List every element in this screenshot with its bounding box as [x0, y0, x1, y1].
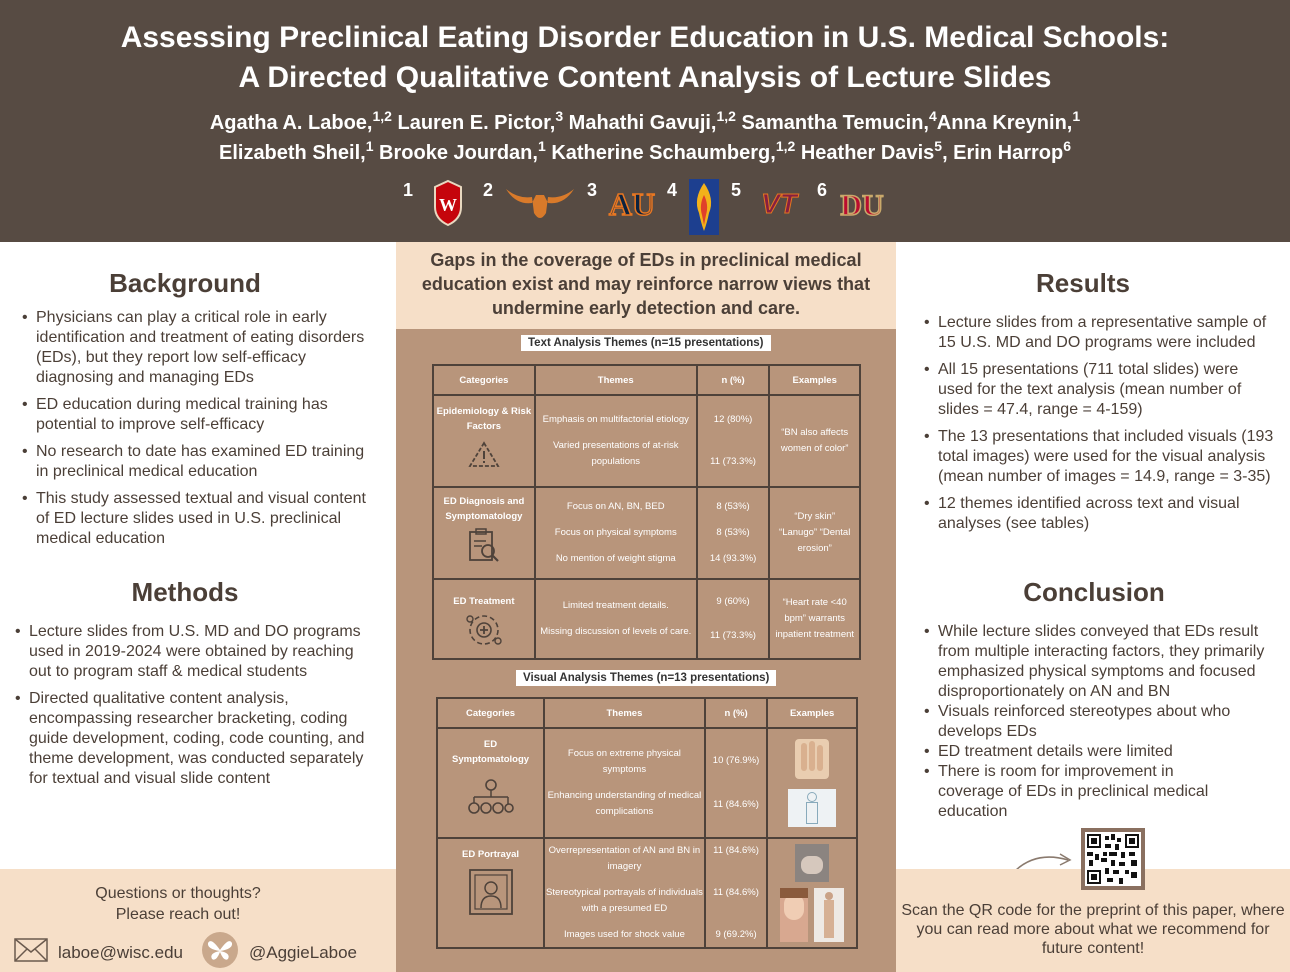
vt-logo-text: VT — [761, 188, 797, 219]
category-cell — [433, 395, 535, 487]
auburn-au-icon — [607, 178, 657, 228]
treatment-cycle-icon — [434, 611, 534, 654]
example-cell: “Heart rate <40 bpm” warrants inpatient treatment — [769, 579, 860, 659]
example-images-cell — [767, 728, 857, 838]
hand-photo — [795, 739, 829, 779]
butterfly-icon — [201, 931, 239, 972]
list-item: • There is room for improvement in coverage of EDs in preclinical medical education — [924, 762, 1224, 822]
du-icon — [837, 178, 887, 228]
longhorn-icon — [503, 178, 577, 228]
methods-heading: Methods — [131, 577, 239, 607]
background-heading: Background — [109, 268, 261, 298]
clipboard-search-icon — [434, 527, 534, 570]
count-cell — [705, 728, 768, 838]
column-header: Categories — [433, 365, 535, 395]
list-item: • 12 themes identified across text and visual analyses (see tables) — [924, 494, 1274, 534]
affiliation-sup: 1,2 — [372, 108, 392, 124]
title-line-1: Assessing Preclinical Eating Disorder Education in U.S. Medical Schools: — [120, 21, 1170, 54]
author-name: Mahathi Gavuji, — [563, 112, 717, 134]
warning-icon — [434, 440, 534, 473]
example-images-cell — [767, 838, 857, 948]
author-name: Katherine Schaumberg, — [545, 142, 776, 164]
author-name: Lauren E. Pictor, — [391, 112, 556, 134]
list-item: • The 13 presentations that included visuals (193 total images) were used for the visual analysis (mean number of images = 14.9, range = 3-35) — [924, 427, 1274, 487]
table-row — [433, 579, 860, 659]
theme-text: No mention of weight stigma — [555, 553, 676, 564]
category-cell — [437, 838, 544, 948]
poster-title — [0, 18, 1290, 98]
author-name: Elizabeth Sheil, — [218, 142, 366, 164]
vt-icon — [751, 178, 807, 228]
themes-cell — [535, 579, 697, 659]
list-item: • Directed qualitative content analysis, encompassing researcher bracketing, coding guide development, coding, code counting, and theme development, was conducted separately for textual and visual slide content — [15, 689, 375, 789]
category-label: Epidemiology & Risk Factors — [436, 406, 532, 432]
symptoms-network-icon — [438, 777, 543, 824]
center-column — [396, 242, 896, 972]
count-cell — [697, 395, 770, 487]
affiliation-sup: 1 — [365, 138, 374, 154]
contact-box — [0, 869, 396, 972]
count-value: 9 (69.2%) — [715, 929, 757, 940]
author-list — [0, 108, 1290, 168]
count-value: 11 (84.6%) — [713, 887, 759, 898]
theme-text: Missing discussion of levels of care. — [540, 626, 692, 637]
theme-text: Focus on extreme physical symptoms — [567, 748, 681, 775]
theme-text: Overrepresentation of AN and BN in imagery — [548, 845, 701, 872]
visual-table-caption: Visual Analysis Themes (n=13 presentations) — [516, 670, 776, 686]
affiliation-sup: 3 — [555, 108, 564, 124]
category-label: ED Symptomatology — [452, 739, 530, 765]
du-logo-text: DU — [840, 189, 884, 221]
author-name: Brooke Jourdan, — [373, 142, 538, 164]
email-link[interactable]: laboe@wisc.edu — [58, 942, 183, 962]
category-label: ED Treatment — [453, 596, 515, 607]
key-message: Gaps in the coverage of EDs in preclinical medical education exist and may reinforce narrow views that undermine early detection and care. — [396, 242, 896, 329]
themes-cell — [535, 487, 697, 579]
portrait-photo-pair — [768, 888, 856, 942]
author-name: Samantha Temucin, — [735, 112, 929, 134]
methods-list — [15, 622, 375, 796]
count-value: 14 (93.3%) — [709, 553, 757, 564]
table-row — [433, 395, 860, 487]
list-item: • Lecture slides from a representative sample of 15 U.S. MD and DO programs were included — [924, 313, 1274, 353]
affiliation-sup: 1 — [537, 138, 546, 154]
logo-number: 5 — [731, 180, 742, 200]
count-cell — [697, 579, 770, 659]
count-value: 8 (53%) — [716, 527, 750, 538]
list-item: • ED treatment details were limited — [924, 742, 1270, 762]
list-item: • No research to date has examined ED training in preclinical medical education — [22, 442, 368, 482]
count-value: 12 (80%) — [713, 414, 753, 425]
poster-header — [0, 0, 1290, 242]
count-cell — [697, 487, 770, 579]
column-header: Categories — [437, 698, 544, 728]
background-list — [22, 308, 368, 556]
logo-number: 6 — [817, 180, 828, 200]
qr-caption: Scan the QR code for the preprint of this paper, where you can read more about what we recommend for future content! — [901, 902, 1285, 957]
theme-text: Focus on AN, BN, BED — [566, 501, 665, 512]
author-name: Agatha A. Laboe, — [209, 112, 373, 134]
contact-line-1: Questions or thoughts? — [95, 885, 261, 902]
svg-text:W: W — [438, 195, 457, 215]
theme-text: Enhancing understanding of medical complications — [547, 790, 702, 817]
themes-cell — [535, 395, 697, 487]
social-handle-link[interactable]: @AggieLaboe — [249, 942, 358, 962]
portrait-frame-icon — [438, 868, 543, 921]
theme-text: Images used for shock value — [563, 929, 685, 940]
results-list — [924, 313, 1274, 541]
table-row — [437, 838, 857, 948]
category-label: ED Diagnosis and Symptomatology — [443, 496, 525, 522]
left-column — [0, 242, 396, 869]
themes-cell — [544, 838, 705, 948]
count-value: 9 (60%) — [716, 596, 750, 607]
affiliation-sup: 1,2 — [775, 138, 796, 154]
list-item: • All 15 presentations (711 total slides) were used for the text analysis (mean number of slides = 47.4, range = 4-159) — [924, 360, 1274, 420]
logo-number: 4 — [667, 180, 678, 200]
person-photo — [795, 844, 829, 882]
email-icon — [14, 938, 48, 967]
theme-text: Limited treatment details. — [562, 600, 669, 611]
affiliation-logos — [0, 178, 1290, 234]
table-header-row — [437, 698, 857, 728]
affiliation-sup: 5 — [934, 138, 943, 154]
example-cell: “Dry skin” “Lanugo” “Dental erosion” — [769, 487, 860, 579]
list-item: • Visuals reinforced stereotypes about who develops EDs — [924, 702, 1270, 742]
conclusion-list — [924, 622, 1270, 822]
affiliation-sup: 1,2 — [716, 108, 736, 124]
author-name: Heather Davis — [795, 142, 935, 164]
column-header: Themes — [535, 365, 697, 395]
thin-body-photo — [814, 888, 844, 942]
count-value: 11 (73.3%) — [710, 630, 756, 641]
logo-number: 3 — [586, 180, 597, 200]
table-row — [433, 487, 860, 579]
category-cell — [437, 728, 544, 838]
contact-row — [14, 931, 357, 972]
list-item: • This study assessed textual and visual content of ED lecture slides used in U.S. preclinical medical education — [22, 489, 368, 549]
table-header-row — [433, 365, 860, 395]
count-value: 10 (76.9%) — [712, 755, 760, 766]
column-header: Examples — [767, 698, 857, 728]
conclusion-heading: Conclusion — [1023, 577, 1165, 607]
count-cell — [705, 838, 768, 948]
woman-face-photo — [780, 888, 808, 942]
theme-text: Emphasis on multifactorial etiology — [542, 414, 689, 425]
theme-text: Focus on physical symptoms — [554, 527, 677, 538]
logo-number: 2 — [482, 180, 493, 200]
column-header: Themes — [544, 698, 705, 728]
wisconsin-crest-icon — [423, 178, 473, 228]
category-cell — [433, 579, 535, 659]
author-name: Anna Kreynin, — [936, 112, 1073, 134]
qr-code[interactable] — [1081, 828, 1145, 890]
flame-icon — [687, 178, 721, 236]
right-column — [896, 242, 1290, 869]
title-line-2: A Directed Qualitative Content Analysis of Lecture Slides — [238, 61, 1052, 94]
authors-line-1 — [0, 108, 1290, 138]
category-cell — [433, 487, 535, 579]
results-heading: Results — [1036, 268, 1130, 298]
list-item: • Lecture slides from U.S. MD and DO programs used in 2019-2024 were obtained by reaching out to program staff & medical students — [15, 622, 375, 682]
affiliation-sup: 4 — [928, 108, 937, 124]
contact-prompt — [0, 883, 356, 925]
category-label: ED Portrayal — [462, 849, 520, 860]
themes-cell — [544, 728, 705, 838]
example-cell: “BN also affects women of color” — [769, 395, 860, 487]
svg-text:AU: AU — [608, 186, 656, 222]
count-value: 11 (84.6%) — [713, 799, 759, 810]
visual-analysis-table — [436, 697, 858, 949]
body-diagram-photo — [788, 789, 836, 827]
author-name: , Erin Harrop — [942, 142, 1064, 164]
column-header: n (%) — [697, 365, 770, 395]
theme-text: Stereotypical portrayals of individuals with a presumed ED — [546, 887, 703, 914]
count-value: 11 (84.6%) — [713, 845, 759, 856]
list-item: • ED education during medical training has potential to improve self-efficacy — [22, 395, 368, 435]
contact-line-2: Please reach out! — [115, 906, 241, 923]
count-value: 11 (73.3%) — [710, 456, 756, 467]
list-item: • Physicians can play a critical role in early identification and treatment of eating disorders (EDs), but they report low self-efficacy diagnosing and managing EDs — [22, 308, 368, 388]
affiliation-sup: 1 — [1072, 108, 1081, 124]
list-item: • While lecture slides conveyed that EDs result from multiple interacting factors, they primarily emphasized physical symptoms and focused disproportionately on AN and BN — [924, 622, 1270, 702]
affiliation-sup: 6 — [1063, 138, 1071, 154]
theme-text: Varied presentations of at-risk populations — [553, 440, 679, 467]
table-row — [437, 728, 857, 838]
text-table-caption: Text Analysis Themes (n=15 presentations) — [521, 335, 771, 351]
column-header: n (%) — [705, 698, 768, 728]
count-value: 8 (53%) — [716, 501, 750, 512]
column-header: Examples — [769, 365, 860, 395]
logo-number: 1 — [402, 180, 413, 200]
text-analysis-table — [432, 364, 861, 660]
authors-line-2 — [0, 138, 1290, 168]
